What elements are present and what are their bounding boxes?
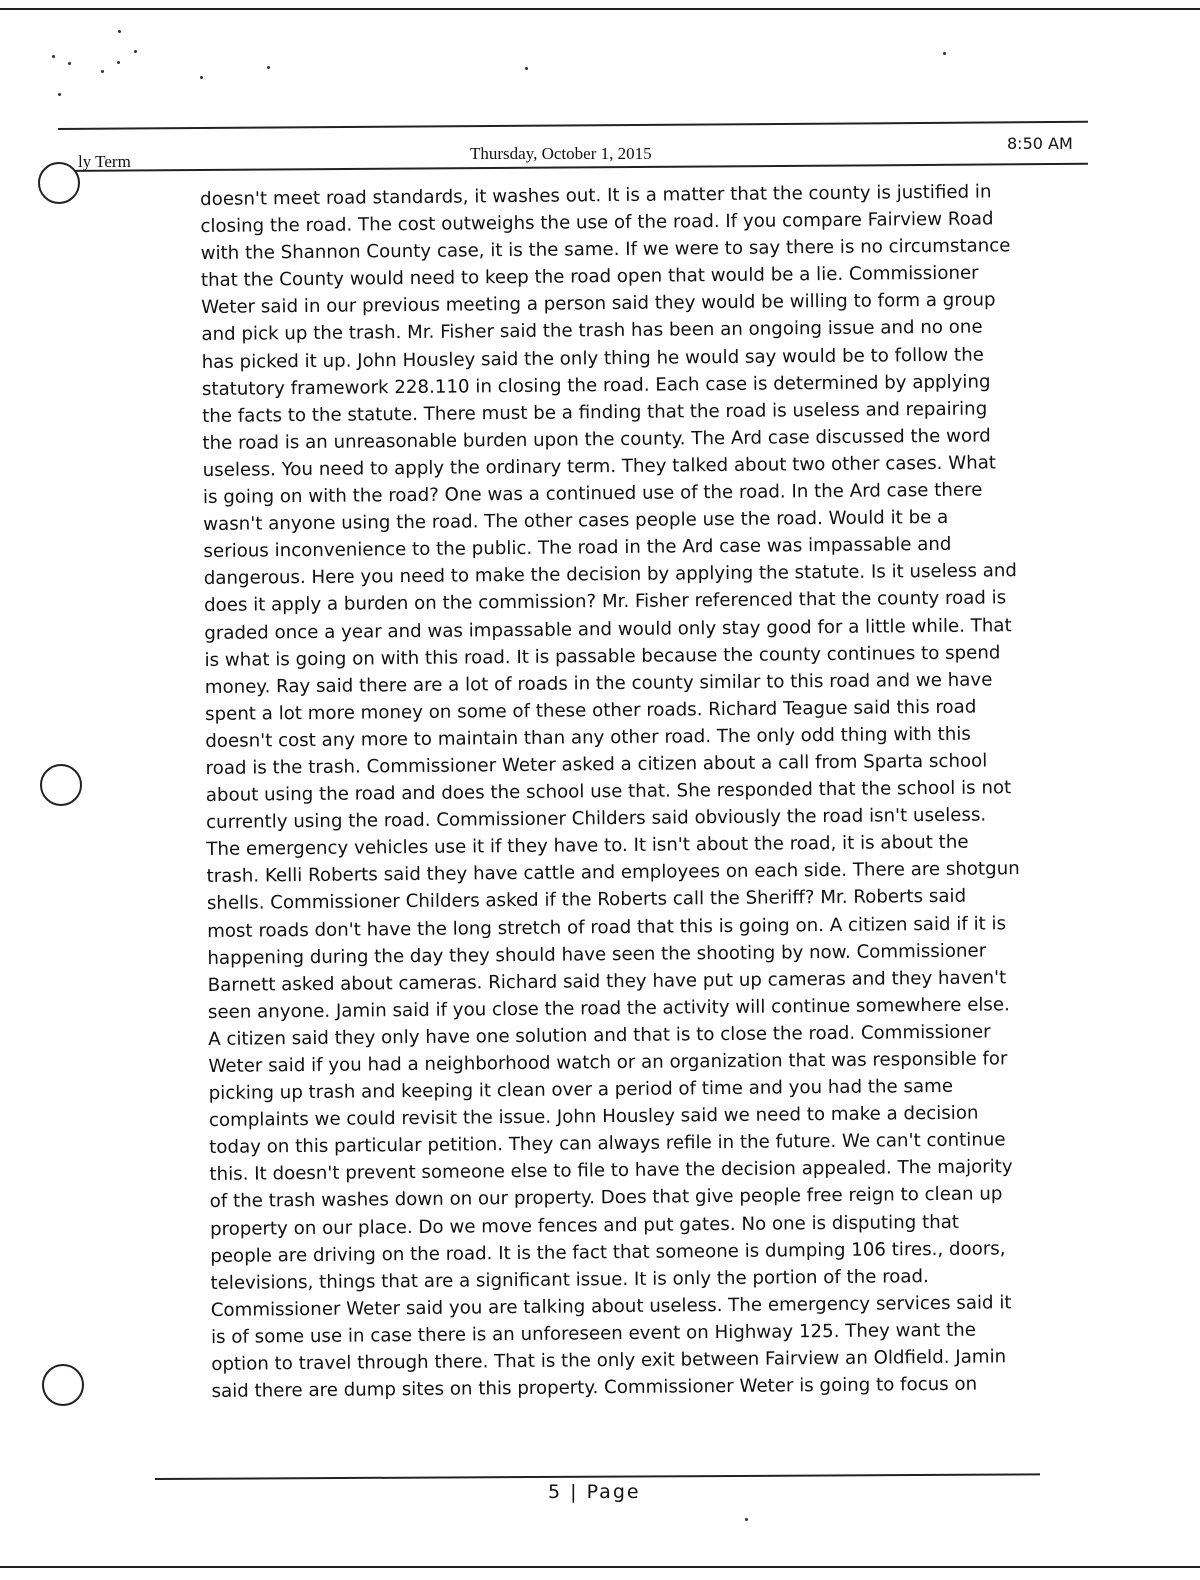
text-line: spent a lot more money on some of these other roads. Richard Teague said this road (204, 696, 977, 725)
text-line: has picked it up. John Housley said the only thing he would say would be to follow the (201, 344, 984, 373)
text-line: Weter said in our previous meeting a person said they would be willing to form a group (201, 289, 996, 319)
text-line: the facts to the statute. There must be a finding that the road is useless and repairing (202, 398, 988, 427)
text-line: that the County would need to keep the road open that would be a lie. Commissioner (200, 262, 979, 292)
text-line: wasn't anyone using the road. The other cases people use the road. Would it be a (203, 506, 949, 536)
text-line: seen anyone. Jamin said if you close the road the activity will continue somewhere else. (207, 994, 1010, 1023)
text-line: about using the road and does the school use that. She responded that the school is not (205, 777, 1012, 807)
text-line: is what is going on with this road. It is passable because the county continues to spend (204, 641, 1001, 671)
text-line: today on this particular petition. They can always refile in the future. We can't continue (209, 1129, 1006, 1159)
text-line: complaints we could revisit the issue. John Housley said we need to make a decision (208, 1102, 979, 1132)
scan-speck (101, 70, 104, 73)
text-line: option to travel through there. That is the only exit between Fairview an Oldfield. Jamin (211, 1346, 1007, 1375)
scan-bottom-edge (0, 1566, 1200, 1568)
text-line: does it apply a burden on the commission? Mr. Fisher referenced that the county road is (203, 587, 1007, 617)
scan-speck (52, 55, 55, 58)
text-line: said there are dump sites on this property. Commissioner Weter is going to focus on (211, 1373, 978, 1403)
text-line: with the Shannon County case, it is the same. If we were to say there is no circumstance (200, 235, 1011, 265)
text-line: graded once a year and was impassable and would only stay good for a little while. That (204, 614, 1012, 644)
scan-speck (200, 76, 203, 79)
text-line: The emergency vehicles use it if they have to. It isn't about the road, it is about the (206, 831, 969, 861)
text-line: closing the road. The cost outweighs the use of the road. If you compare Fairview Road (200, 208, 994, 238)
scan-speck (117, 61, 120, 64)
header-time: 8:50 AM (1007, 134, 1073, 153)
text-line: Commissioner Weter said you are talking about useless. The emergency services said it (210, 1292, 1012, 1321)
scan-speck (745, 1518, 748, 1521)
scan-speck (943, 52, 946, 55)
text-line: road is the trash. Commissioner Weter asked a citizen about a call from Sparta school (205, 750, 988, 779)
scan-speck (525, 67, 528, 70)
scan-speck (118, 30, 121, 33)
text-line: and pick up the trash. Mr. Fisher said the trash has been an ongoing issue and no one (201, 316, 983, 346)
text-line: the road is an unreasonable burden upon the county. The Ard case discussed the word (202, 425, 991, 454)
text-line: shells. Commissioner Childers asked if the Roberts call the Sheriff? Mr. Roberts said (206, 886, 967, 915)
text-line: picking up trash and keeping it clean over a period of time and you had the same (208, 1075, 954, 1105)
text-line: A citizen said they only have one solution and that is to close the road. Commissioner (208, 1021, 991, 1050)
text-line: this. It doesn't prevent someone else to file to have the decision appealed. The majority (209, 1156, 1013, 1186)
header-date: Thursday, October 1, 2015 (470, 144, 652, 163)
text-line: serious inconvenience to the public. The road in the Ard case was impassable and (203, 534, 952, 563)
binder-hole-icon (38, 162, 80, 204)
text-line: of the trash washes down on our property. Does that give people free reign to clean up (209, 1183, 1003, 1213)
text-line: Barnett asked about cameras. Richard said they have put up cameras and they haven't (207, 967, 1007, 996)
scan-speck (68, 62, 71, 65)
text-line: is of some use in case there is an unforeseen event on Highway 125. They want the (210, 1319, 976, 1348)
text-line: trash. Kelli Roberts said they have cattle and employees on each side. There are shotgun (206, 858, 1020, 888)
text-line: doesn't meet road standards, it washes out. It is a matter that the county is justified in (200, 181, 992, 210)
footer-rule (155, 1473, 1040, 1480)
scan-speck (134, 50, 137, 53)
text-line: is going on with the road? One was a continued use of the road. In the Ard case there (202, 479, 983, 509)
text-line: statutory framework 228.110 in closing the road. Each case is determined by applying (201, 371, 991, 400)
text-line: property on our place. Do we move fences and put gates. No one is disputing that (209, 1211, 960, 1240)
text-line: Weter said if you had a neighborhood watch or an organization that was responsible for (208, 1048, 1008, 1077)
binder-hole-icon (40, 764, 82, 806)
text-line: most roads don't have the long stretch of road that this is going on. A citizen said if it is (207, 912, 1007, 942)
text-line: people are driving on the road. It is the fact that someone is dumping 106 tires., doors, (210, 1237, 1006, 1267)
scan-top-edge (0, 8, 1200, 10)
text-line: happening during the day they should have seen the shooting by now. Commissioner (207, 940, 987, 969)
page-number: 5 | Page (548, 1481, 641, 1503)
text-line: dangerous. Here you need to make the decision by applying the statute. Is it useless and (203, 560, 1017, 590)
scan-speck (267, 66, 270, 69)
text-line: currently using the road. Commissioner Childers said obviously the road isn't useless. (206, 804, 987, 834)
text-line: televisions, things that are a significant issue. It is only the portion of the road. (210, 1265, 929, 1294)
header-term: ly Term (78, 152, 131, 171)
text-line: money. Ray said there are a lot of roads in the county similar to this road and we have (204, 669, 993, 698)
binder-hole-icon (42, 1364, 84, 1406)
header-rule-bottom (58, 163, 1088, 172)
scan-speck (58, 93, 61, 96)
minutes-body (200, 178, 1052, 1405)
header-rule-top (58, 121, 1088, 130)
text-line: doesn't cost any more to maintain than any other road. The only odd thing with this (205, 723, 971, 752)
text-line: useless. You need to apply the ordinary term. They talked about two other cases. What (202, 452, 997, 481)
